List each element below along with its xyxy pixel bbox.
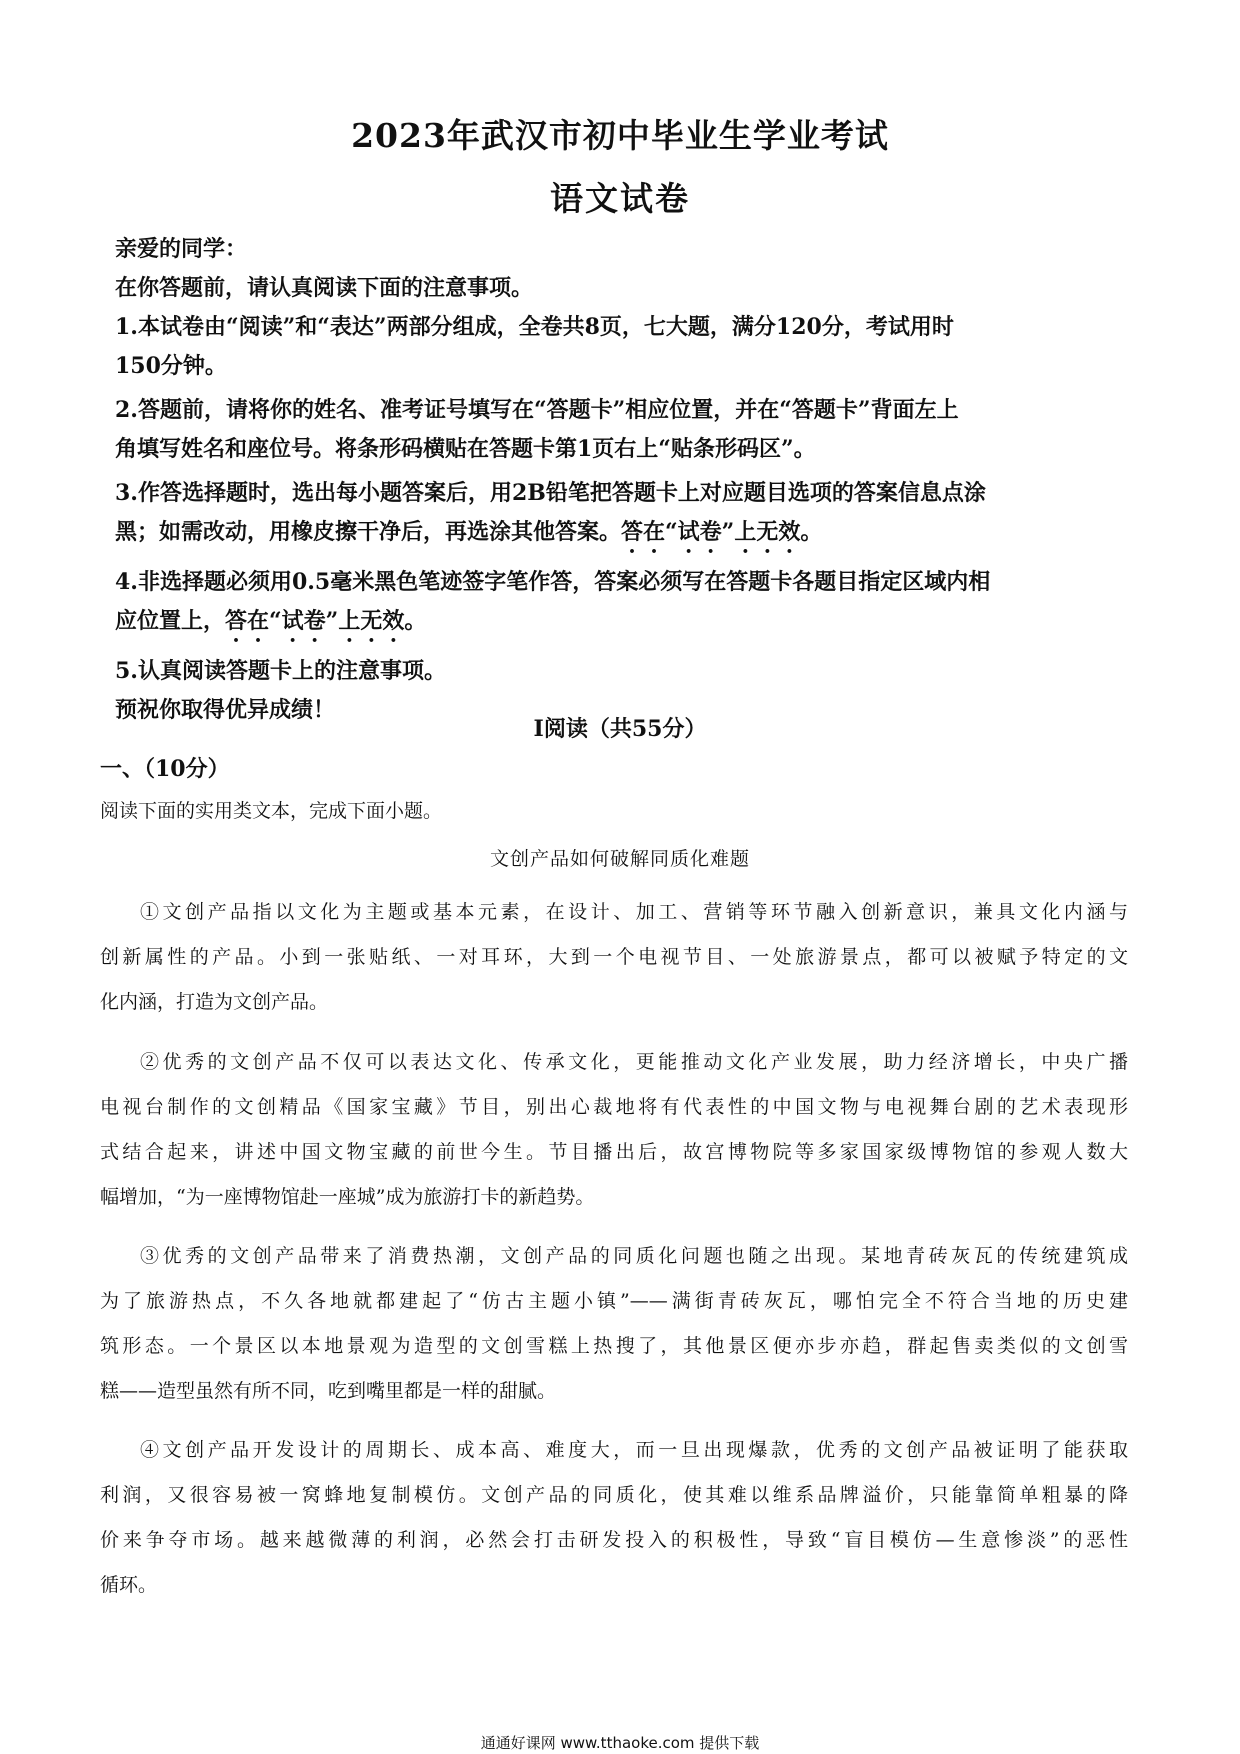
notice-item-4-line-1: 4.非选择题必须用0.5毫米黑色笔迹签字笔作答，答案必须写在答题卡各题目指定区域内相 xyxy=(115,569,991,595)
paragraph-line: 循环。 xyxy=(100,1574,158,1596)
article-paragraph-1 xyxy=(100,890,1128,1025)
paragraph-line: 创新属性的产品。小到一张贴纸、一对耳环，大到一个电视节目、一处旅游景点，都可以被赋予特定的文 xyxy=(100,946,1128,968)
paragraph-line: 电视台制作的文创精品《国家宝藏》节目，别出心裁地将有代表性的中国文物与电视舞台剧的艺术表现形 xyxy=(100,1096,1128,1118)
article-paragraph-2 xyxy=(100,1040,1128,1220)
part-one-heading: 一、（10分） xyxy=(100,756,230,782)
notice-item-1 xyxy=(115,308,1125,386)
notice-item-4-end: 。 xyxy=(404,608,427,634)
notice-intro: 在你答题前，请认真阅读下面的注意事项。 xyxy=(115,275,534,301)
notice-item-3-line-1: 3.作答选择题时，选出每小题答案后，用2B铅笔把答题卡上对应题目选项的答案信息点涂 xyxy=(115,480,986,506)
paragraph-line: 化内涵，打造为文创产品。 xyxy=(100,991,329,1013)
exam-title: 2023年武汉市初中毕业生学业考试 xyxy=(351,116,889,155)
notice-block xyxy=(115,230,1125,730)
notice-item-1-line-2: 150分钟。 xyxy=(115,353,227,379)
article-title: 文创产品如何破解同质化难题 xyxy=(489,848,750,870)
notice-closing: 预祝你取得优异成绩！ xyxy=(115,697,336,723)
notice-item-4-emphasis: 答在“试卷”上无效 xyxy=(225,608,405,634)
notice-item-3-emphasis: 答在“试卷”上无效 xyxy=(621,519,801,545)
paragraph-line: 幅增加，“为一座博物馆赴一座城”成为旅游打卡的新趋势。 xyxy=(100,1186,595,1208)
paragraph-line: 价来争夺市场。越来越微薄的利润，必然会打击研发投入的积极性，导致“盲目模仿—生意惨淡”的恶性 xyxy=(100,1529,1128,1551)
notice-greeting: 亲爱的同学： xyxy=(115,236,248,262)
article-paragraph-3 xyxy=(100,1234,1128,1414)
paragraph-line: ②优秀的文创产品不仅可以表达文化、传承文化，更能推动文化产业发展，助力经济增长，中央广播 xyxy=(140,1051,1128,1073)
paragraph-line: 式结合起来，讲述中国文物宝藏的前世今生。节目播出后，故宫博物院等多家国家级博物馆的参观人数大 xyxy=(100,1141,1128,1163)
paragraph-line: ③优秀的文创产品带来了消费热潮，文创产品的同质化问题也随之出现。某地青砖灰瓦的传统建筑成 xyxy=(140,1245,1128,1267)
paragraph-line: ①文创产品指以文化为主题或基本元素，在设计、加工、营销等环节融入创新意识，兼具文化内涵与 xyxy=(140,901,1128,923)
notice-item-4 xyxy=(115,563,1125,647)
notice-item-3 xyxy=(115,474,1125,558)
paragraph-line: 为了旅游热点，不久各地就都建起了“仿古主题小镇”——满街青砖灰瓦，哪怕完全不符合当地的历史建 xyxy=(100,1290,1128,1312)
paragraph-line: ④文创产品开发设计的周期长、成本高、难度大，而一旦出现爆款，优秀的文创产品被证明了能获取 xyxy=(140,1439,1128,1461)
notice-item-2-line-2: 角填写姓名和座位号。将条形码横贴在答题卡第1页右上“贴条形码区”。 xyxy=(115,436,816,462)
notice-item-3-line-2 xyxy=(115,513,1125,558)
reading-instruction: 阅读下面的实用类文本，完成下面小题。 xyxy=(100,800,443,822)
paragraph-line: 利润，又很容易被一窝蜂地复制模仿。文创产品的同质化，使其难以维系品牌溢价，只能靠简单粗暴的降 xyxy=(100,1484,1128,1506)
exam-subtitle: 语文试卷 xyxy=(550,179,690,218)
paragraph-line: 筑形态。一个景区以本地景观为造型的文创雪糕上热搜了，其他景区便亦步亦趋，群起售卖类似的文创雪 xyxy=(100,1335,1128,1357)
section-heading: Ⅰ阅读（共55分） xyxy=(533,716,707,742)
notice-item-5: 5.认真阅读答题卡上的注意事项。 xyxy=(115,658,446,684)
notice-item-3-end: 。 xyxy=(800,519,823,545)
notice-item-2-line-1: 2.答题前，请将你的姓名、准考证号填写在“答题卡”相应位置，并在“答题卡”背面左上 xyxy=(115,397,959,423)
notice-item-4-line-2 xyxy=(115,602,1125,647)
paragraph-line: 糕——造型虽然有所不同，吃到嘴里都是一样的甜腻。 xyxy=(100,1380,557,1402)
notice-item-4-text: 应位置上， xyxy=(115,608,226,634)
article-paragraph-4 xyxy=(100,1428,1128,1608)
notice-item-1-line-1: 1.本试卷由“阅读”和“表达”两部分组成，全卷共8页，七大题，满分120分，考试用时 xyxy=(115,314,954,340)
notice-item-3-text: 黑；如需改动，用橡皮擦干净后，再选涂其他答案。 xyxy=(115,519,622,545)
footer-source-note: 通通好课网 www.tthaoke.com 提供下载 xyxy=(480,1734,760,1752)
notice-item-2 xyxy=(115,391,1125,469)
